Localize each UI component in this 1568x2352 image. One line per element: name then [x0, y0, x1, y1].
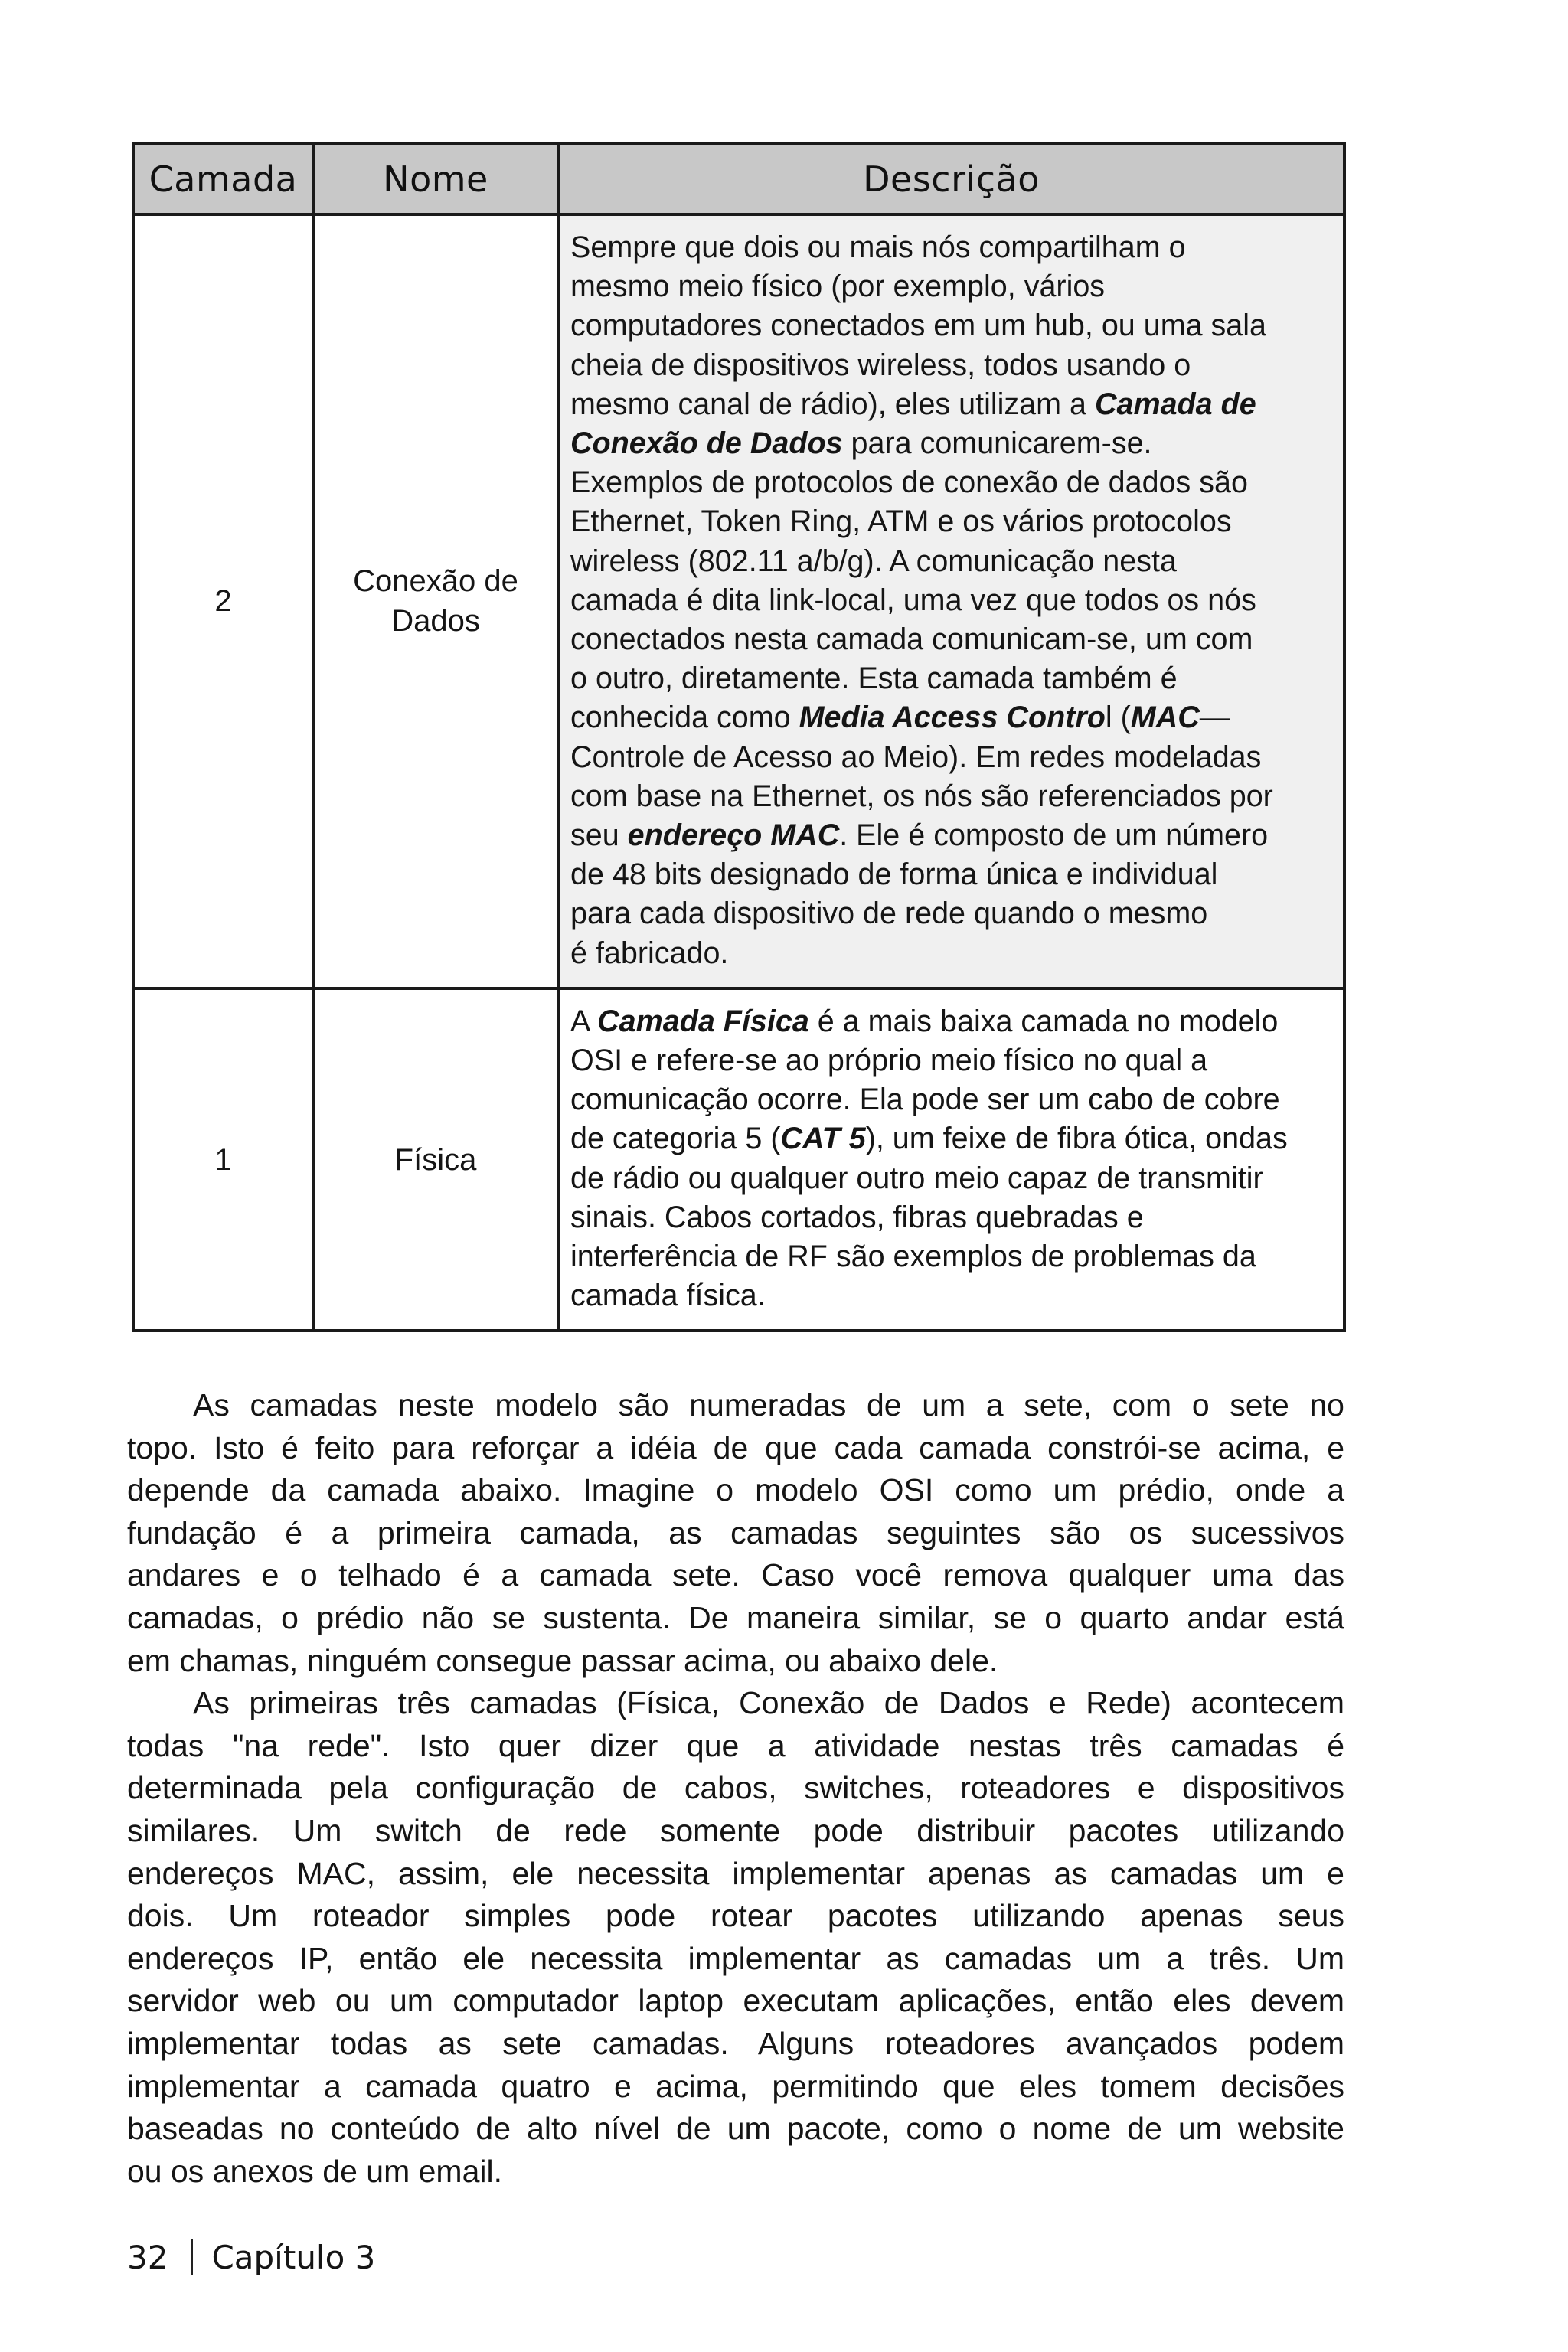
text-run: conhecida como: [570, 701, 799, 735]
text-run: camada física.: [570, 1279, 766, 1313]
description-line: [570, 1159, 1332, 1198]
paragraph-line: baseadas no conteúdo de alto nível de um pacote, como o nome de um website: [127, 2111, 1344, 2147]
description-line: [570, 385, 1332, 424]
text-run: mesmo meio físico (por exemplo, vários: [570, 270, 1106, 304]
text-run: ), um feixe de fibra ótica, ondas: [865, 1122, 1288, 1156]
text-run: A: [570, 1004, 598, 1038]
text-run: camada é dita link-local, uma vez que todos os nós: [570, 583, 1256, 617]
page-footer: [127, 2239, 375, 2276]
paragraph-line: endereços MAC, assim, ele necessita implementar apenas as camadas um e: [127, 1855, 1344, 1891]
paragraph-line: implementar a camada quatro e acima, permitindo que eles tomem decisões: [127, 2068, 1344, 2104]
text-run: wireless (802.11 a/b/g). A comunicação nesta: [570, 544, 1177, 578]
description-line: [570, 1237, 1332, 1276]
text-run: computadores conectados em um hub, ou uma sala: [570, 309, 1267, 343]
text-run: de rádio ou qualquer outro meio capaz de transmitir: [570, 1161, 1263, 1195]
chapter-label: Capítulo 3: [211, 2239, 376, 2276]
header-descricao: Descrição: [558, 144, 1344, 214]
description-line: [570, 1041, 1332, 1080]
layer-number: 2: [133, 214, 313, 988]
paragraph-line: todas "na rede". Isto quer dizer que a atividade nestas três camadas é: [127, 1727, 1344, 1763]
description-line: [570, 1119, 1332, 1158]
paragraph-line: em chamas, ninguém consegue passar acima, ou abaixo dele.: [127, 1642, 998, 1678]
paragraph-line: ou os anexos de um email.: [127, 2153, 502, 2189]
layer-description: [558, 988, 1344, 1331]
text-run: . Ele é composto de um número: [839, 818, 1269, 853]
layer-description: [558, 214, 1344, 988]
description-line: [570, 267, 1332, 306]
emphasis-term: Camada de: [1094, 387, 1256, 421]
emphasis-term: CAT 5: [780, 1122, 866, 1156]
paragraph: [127, 1384, 1344, 1682]
text-run: para comunicarem-se.: [842, 426, 1152, 461]
text-run: de categoria 5 (: [570, 1122, 781, 1156]
text-run: seu: [570, 818, 628, 853]
emphasis-term: Camada Física: [597, 1004, 809, 1038]
text-run: —: [1199, 701, 1230, 735]
paragraph-line: As camadas neste modelo são numeradas de um a sete, com o sete no: [193, 1387, 1344, 1423]
description-line: [570, 777, 1332, 816]
text-run: é fabricado.: [570, 936, 729, 970]
layer-name-line: Física: [394, 1142, 477, 1177]
osi-layers-table: [132, 142, 1346, 1332]
paragraph: [127, 1682, 1344, 2193]
text-run: Exemplos de protocolos de conexão de dados são: [570, 466, 1248, 500]
paragraph-line: servidor web ou um computador laptop executam aplicações, então eles devem: [127, 1983, 1344, 2019]
layer-name: [313, 214, 558, 988]
text-run: cheia de dispositivos wireless, todos usando o: [570, 348, 1191, 382]
layer-name: [313, 988, 558, 1331]
description-line: [570, 542, 1332, 581]
footer-separator: [191, 2239, 193, 2275]
text-run: Ethernet, Token Ring, ATM e os vários protocolos: [570, 505, 1232, 539]
description-line: [570, 346, 1332, 385]
description-line: [570, 228, 1332, 267]
layer-name-line: Conexão de: [353, 564, 518, 599]
description-line: [570, 816, 1332, 855]
text-run: sinais. Cabos cortados, fibras quebradas e: [570, 1200, 1144, 1234]
paragraph-line: dois. Um roteador simples pode rotear pacotes utilizando apenas seus: [127, 1898, 1344, 1934]
table-row-layer-2: [133, 214, 1344, 988]
description-line: [570, 1276, 1332, 1315]
description-line: [570, 424, 1332, 463]
text-run: interferência de RF são exemplos de problemas da: [570, 1240, 1256, 1274]
description-line: [570, 502, 1332, 541]
paragraph-line: fundação é a primeira camada, as camadas seguintes são os sucessivos: [127, 1514, 1344, 1550]
paragraph-line: topo. Isto é feito para reforçar a idéia de que cada camada constrói-se acima, e: [127, 1429, 1344, 1465]
text-run: com base na Ethernet, os nós são referenciados por: [570, 779, 1273, 813]
description-line: [570, 698, 1332, 737]
description-line: [570, 306, 1332, 345]
text-run: de 48 bits designado de forma única e individual: [570, 858, 1218, 892]
emphasis-term: Conexão de Dados: [570, 426, 843, 461]
text-run: Controle de Acesso ao Meio). Em redes modeladas: [570, 740, 1262, 774]
paragraph-line: similares. Um switch de rede somente pode distribuir pacotes utilizando: [127, 1812, 1344, 1848]
text-run: conectados nesta camada comunicam-se, um com: [570, 622, 1253, 657]
paragraph-line: depende da camada abaixo. Imagine o modelo OSI como um prédio, onde a: [127, 1472, 1344, 1508]
page-number: 32: [127, 2239, 168, 2276]
text-run: o outro, diretamente. Esta camada também é: [570, 662, 1178, 696]
paragraph-line: andares e o telhado é a camada sete. Caso você remova qualquer uma das: [127, 1557, 1344, 1593]
paragraph-line: implementar todas as sete camadas. Alguns roteadores avançados podem: [127, 2025, 1344, 2061]
paragraph-line: camadas, o prédio não se sustenta. De maneira similar, se o quarto andar está: [127, 1599, 1344, 1635]
emphasis-term: Media Access Contro: [799, 701, 1106, 735]
emphasis-term: endereço MAC: [627, 818, 840, 853]
body-text: [127, 1384, 1344, 2193]
header-camada: Camada: [133, 144, 313, 214]
text-run: Sempre que dois ou mais nós compartilham o: [570, 230, 1186, 264]
layer-number: 1: [133, 988, 313, 1331]
description-line: [570, 1198, 1332, 1237]
emphasis-term: MAC: [1130, 701, 1200, 735]
table-header-row: [133, 144, 1344, 214]
description-line: [570, 1002, 1332, 1041]
description-line: [570, 659, 1332, 698]
description-line: [570, 738, 1332, 777]
text-run: para cada dispositivo de rede quando o mesmo: [570, 897, 1208, 931]
text-run: comunicação ocorre. Ela pode ser um cabo de cobre: [570, 1083, 1280, 1117]
description-line: [570, 1080, 1332, 1119]
text-run: OSI e refere-se ao próprio meio físico no qual a: [570, 1044, 1208, 1078]
description-line: [570, 581, 1332, 620]
layer-name-line: Dados: [391, 604, 480, 639]
text-run: é a mais baixa camada no modelo: [808, 1004, 1279, 1038]
paragraph-line: determinada pela configuração de cabos, switches, roteadores e dispositivos: [127, 1770, 1344, 1806]
table-row-layer-1: [133, 988, 1344, 1331]
text-run: l (: [1105, 701, 1131, 735]
paragraph-line: endereços IP, então ele necessita implementar as camadas um a três. Um: [127, 1940, 1344, 1976]
description-line: [570, 463, 1332, 502]
paragraph-line: As primeiras três camadas (Física, Conexão de Dados e Rede) acontecem: [193, 1685, 1344, 1721]
description-line: [570, 934, 1332, 973]
description-line: [570, 894, 1332, 933]
text-run: mesmo canal de rádio), eles utilizam a: [570, 387, 1095, 421]
description-line: [570, 855, 1332, 894]
header-nome: Nome: [313, 144, 558, 214]
description-line: [570, 620, 1332, 659]
